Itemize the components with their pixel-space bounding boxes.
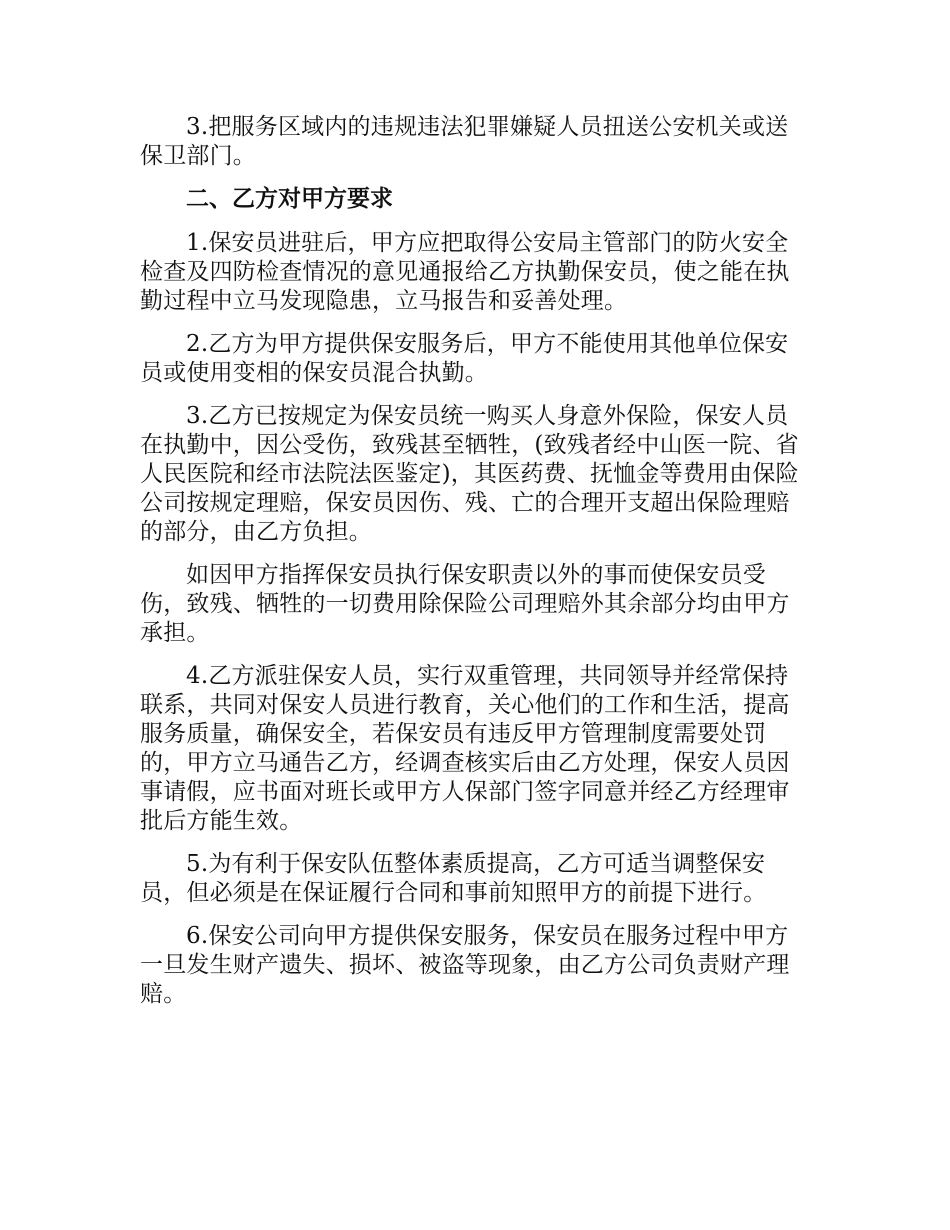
paragraph-requirement-1: 1.保安员进驻后，甲方应把取得公安局主管部门的防火安全检查及四防检查情况的意见通报给乙方执勤保安员，使之能在执勤过程中立马发现隐患，立马报告和妥善处理。 bbox=[140, 230, 790, 314]
paragraph-requirement-3: 3.乙方已按规定为保安员统一购买人身意外保险，保安人员在执勤中，因公受伤，致残甚至牺牲，(致残者经中山医一院、省人民医院和经市法院法医鉴定)，其医药费、抚恤金等费用由保险公司按规定理赔，保安员因伤、残、亡的合理开支超出保险理赔的部分，由乙方负担。 bbox=[140, 403, 799, 545]
paragraph-requirement-3-supplement: 如因甲方指挥保安员执行保安职责以外的事而使保安员受伤，致残、牺牲的一切费用除保险公司理赔外其余部分均由甲方承担。 bbox=[140, 562, 790, 646]
paragraph-requirement-6: 6.保安公司向甲方提供保安服务，保安员在服务过程中甲方一旦发生财产遗失、损坏、被盗等现象，由乙方公司负责财产理赔。 bbox=[140, 923, 790, 1007]
paragraph-requirement-4: 4.乙方派驻保安人员，实行双重管理，共同领导并经常保持联系，共同对保安人员进行教育，关心他们的工作和生活，提高服务质量，确保安全，若保安员有违反甲方管理制度需要处罚的，甲方立马通告乙方，经调查核实后由乙方处理，保安人员因事请假，应书面对班长或甲方人保部门签字同意并经乙方经理审批后方能生效。 bbox=[140, 663, 790, 834]
section-heading-2: 二、乙方对甲方要求 bbox=[186, 186, 393, 212]
paragraph-service-item-3: 3.把服务区域内的违规违法犯罪嫌疑人员扭送公安机关或送保卫部门。 bbox=[140, 114, 789, 169]
paragraph-requirement-5: 5.为有利于保安队伍整体素质提高，乙方可适当调整保安员，但必须是在保证履行合同和事前知照甲方的前提下进行。 bbox=[140, 851, 767, 906]
paragraph-requirement-2: 2.乙方为甲方提供保安服务后，甲方不能使用其他单位保安员或使用变相的保安员混合执勤。 bbox=[140, 331, 789, 386]
